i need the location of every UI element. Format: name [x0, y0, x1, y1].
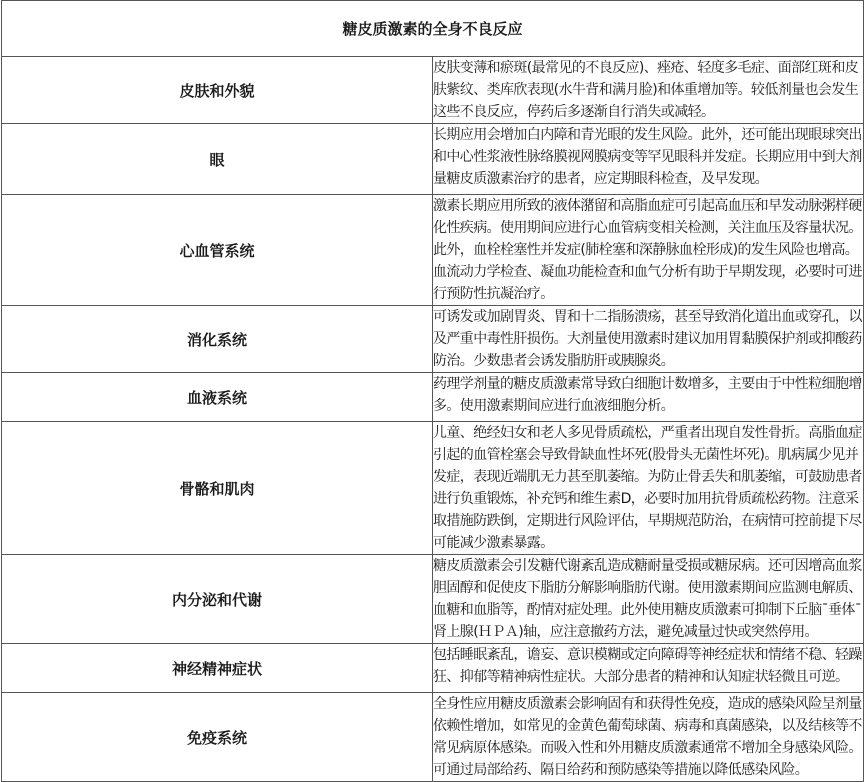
- table-row: [2, 644, 864, 693]
- category-cell: 内分泌和代谢: [2, 555, 433, 644]
- table-title: 糖皮质激素的全身不良反应: [2, 1, 864, 57]
- table-row: [2, 422, 864, 555]
- title-row: [2, 1, 864, 57]
- table-row: [2, 555, 864, 644]
- category-cell: 血液系统: [2, 373, 433, 422]
- description-cell: 激素长期应用所致的液体潴留和高脂血症可引起高血压和早发动脉粥样硬化性疾病。使用期间应进行心血管病变相关检测，关注血压及容量状况。此外，血栓栓塞性并发症(肺栓塞和深静脉血栓形成)的发生风险也增高。血流动力学检查、凝血功能检查和血气分析有助于早期发现，必要时可进行预防性抗凝治疗。: [433, 195, 864, 306]
- table-row: [2, 306, 864, 373]
- description-cell: 皮肤变薄和瘀斑(最常见的不良反应)、痤疮、轻度多毛症、面部红斑和皮肤紫纹、类库欣表现(水牛背和满月脸)和体重增加等。较低剂量也会发生这些不良反应，停药后多逐渐自行消失或减轻。: [433, 57, 864, 124]
- table-row: [2, 693, 864, 782]
- table-row: [2, 195, 864, 306]
- category-cell: 神经精神症状: [2, 644, 433, 693]
- description-cell: 儿童、绝经妇女和老人多见骨质疏松，严重者出现自发性骨折。高脂血症引起的血管栓塞会导致骨缺血性坏死(股骨头无菌性坏死)。肌病属少见并发症，表现近端肌无力甚至肌萎缩。为防止骨丢失和肌萎缩，可鼓励患者进行负重锻炼，补充钙和维生素D，必要时加用抗骨质疏松药物。注意采取措施防跌倒，定期进行风险评估，早期规范防治，在病情可控前提下尽可能减少激素暴露。: [433, 422, 864, 555]
- category-cell: 免疫系统: [2, 693, 433, 782]
- description-cell: 可诱发或加剧胃炎、胃和十二指肠溃疡，甚至导致消化道出血或穿孔，以及严重中毒性肝损伤。大剂量使用激素时建议加用胃黏膜保护剂或抑酸药防治。少数患者会诱发脂肪肝或胰腺炎。: [433, 306, 864, 373]
- description-cell: 全身性应用糖皮质激素会影响固有和获得性免疫，造成的感染风险呈剂量依赖性增加，如常见的金黄色葡萄球菌、病毒和真菌感染，以及结核等不常见病原体感染。而吸入性和外用糖皮质激素通常不增加全身感染风险。可通过局部给药、隔日给药和预防感染等措施以降低感染风险。: [433, 693, 864, 782]
- description-cell: 药理学剂量的糖皮质激素常导致白细胞计数增多，主要由于中性粒细胞增多。使用激素期间应进行血液细胞分析。: [433, 373, 864, 422]
- description-cell: 糖皮质激素会引发糖代谢紊乱造成糖耐量受损或糖尿病。还可因增高血浆胆固醇和促使皮下脂肪分解影响脂肪代谢。使用激素期间应监测电解质、血糖和血脂等，酌情对症处理。此外使用糖皮质激素可抑制下丘脑¯垂体¯肾上腺(ＨＰＡ)轴，应注意撤药方法，避免减量过快或突然停用。: [433, 555, 864, 644]
- table-row: [2, 57, 864, 124]
- description-cell: 包括睡眠紊乱，谵妄、意识模糊或定向障碍等神经症状和情绪不稳、轻躁狂、抑郁等精神病性症状。大部分患者的精神和认知症状轻微且可逆。: [433, 644, 864, 693]
- category-cell: 心血管系统: [2, 195, 433, 306]
- category-cell: 消化系统: [2, 306, 433, 373]
- category-cell: 骨骼和肌肉: [2, 422, 433, 555]
- table-row: [2, 373, 864, 422]
- category-cell: 皮肤和外貌: [2, 57, 433, 124]
- category-cell: 眼: [2, 124, 433, 195]
- description-cell: 长期应用会增加白内障和青光眼的发生风险。此外，还可能出现眼球突出和中心性浆液性脉络膜视网膜病变等罕见眼科并发症。长期应用中到大剂量糖皮质激素治疗的患者，应定期眼科检查，及早发现。: [433, 124, 864, 195]
- adverse-reactions-table: [1, 0, 864, 782]
- table-row: [2, 124, 864, 195]
